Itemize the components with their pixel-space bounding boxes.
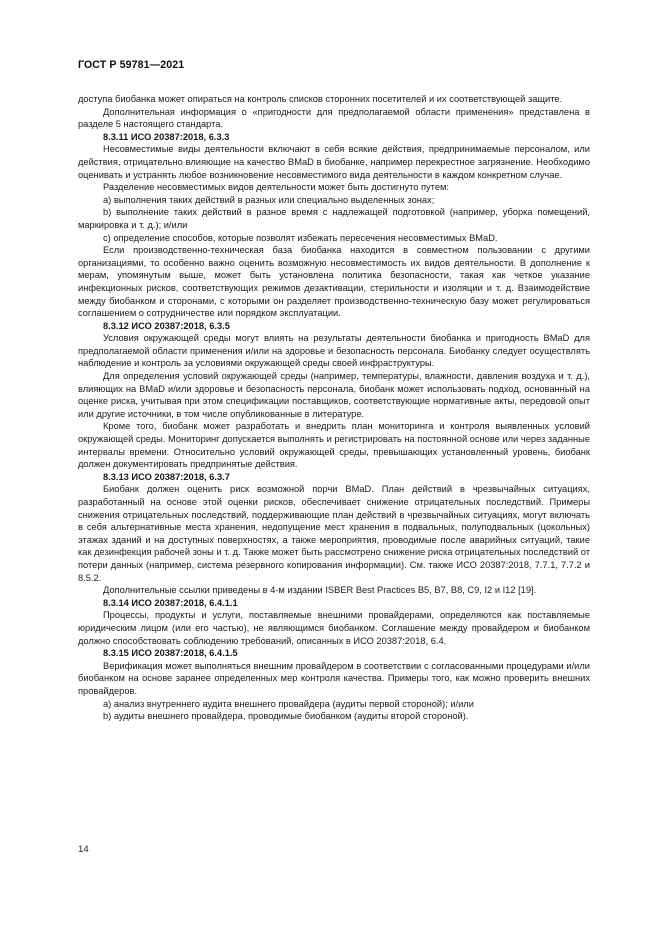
- document-header: ГОСТ Р 59781—2021: [78, 59, 185, 71]
- page-number: 14: [78, 844, 89, 855]
- paragraph: Если производственно-техническая база биобанка находится в совместном пользовании с другими организациями, то особенно важно оценить возможную несовместимость их видов деятельности. В дополнение к мерам, упомянутым выше, может быть установлена политика безопасности, такая как четкое указание инфекционных рисков, соответствующих режимов дезактивации, стерильности и изоляции и т. д. Взаимодействие между биобанком и сторонами, с которыми он разделяет производственно-техническую базу может регулироваться соглашением о сотрудничестве или порядком эксплуатации.: [78, 245, 590, 319]
- paragraph: Верификация может выполняться внешним провайдером в соответствии с согласованными процедурами и/или биобанком на основе заранее определенных мер контроля качества. Примеры того, как можно проверить внешних провайдеров.: [78, 660, 590, 696]
- section-heading: 8.3.12 ИСО 20387:2018, 6.3.5: [103, 320, 230, 331]
- paragraph: Условия окружающей среды могут влиять на результаты деятельности биобанка и пригодность BMaD для предполагаемой области применения и/или на здоровье и безопасность персонала. Биобанку следует осуществлять наблюдение и контроль за условиями окружающей среды своей инфраструктуры.: [78, 333, 590, 369]
- paragraph: Процессы, продукты и услуги, поставляемые внешними провайдерами, определяются как поставляемые юридическим лицом (или его частью), не являющимся биобанком. Соглашение между провайдером и биобанком должно способствовать соблюдению требований, описанных в ИСО 20387:2018, 6.4.: [78, 610, 590, 646]
- list-item: b) выполнение таких действий в разное время с надлежащей подготовкой (например, уборка помещений, маркировка и т. д.); и/или: [78, 207, 590, 230]
- list-item: b) аудиты внешнего провайдера, проводимые биобанком (аудиты второй стороной).: [103, 711, 469, 722]
- section-heading: 8.3.15 ИСО 20387:2018, 6.4.1.5: [103, 648, 238, 659]
- list-item: c) определение способов, которые позволят избежать пересечения несовместимых BMaD.: [103, 232, 498, 243]
- section-heading: 8.3.13 ИСО 20387:2018, 6.3.7: [103, 471, 230, 482]
- paragraph: Разделение несовместимых видов деятельности может быть достигнуто путем:: [103, 182, 449, 193]
- paragraph: Дополнительные ссылки приведены в 4-м издании ISBER Best Practices B5, B7, B8, C9, I2 и I12 [19].: [103, 585, 537, 596]
- list-item: а) анализ внутреннего аудита внешнего провайдера (аудиты первой стороной); и/или: [103, 698, 474, 709]
- paragraph: Дополнительная информация о «пригодности для предполагаемой области применения» представлена в разделе 5 настоящего стандарта.: [78, 106, 590, 130]
- document-body: [78, 93, 590, 723]
- list-item: а) выполнения таких действий в разных или специально выделенных зонах;: [103, 194, 435, 205]
- paragraph: доступа биобанка может опираться на контроль списков сторонних посетителей и их соответствующей защите.: [78, 94, 563, 104]
- paragraph: Несовместимые виды деятельности включают в себя всякие действия, предпринимаемые персоналом, или действия, отрицательно влияющие на качество BMaD в биобанке, например перекрестное загрязнение. Необходимо оценивать и устранять любое возникновение несовместимого вида деятельности в каждом конкретном случае.: [78, 144, 590, 180]
- section-heading: 8.3.11 ИСО 20387:2018, 6.3.3: [103, 131, 230, 142]
- paragraph: Биобанк должен оценить риск возможной порчи BMaD. План действий в чрезвычайных ситуациях, разработанный на основе этой оценки рисков, обеспечивает снижение отрицательных последствий. Примеры снижения отрицательных последствий, поддерживающие план действий в чрезвычайных ситуациях, могут включать в себя альтернативные места хранения, недопущение мест хранения в подвальных, полуподвальных (цокольных) этажах зданий и на доступных поверхностях, а также мероприятия, проводимые после аварийных ситуаций, такие как дезинфекция рабочей зоны и т. д. Также может быть рассмотрено снижение риска отрицательных последствий от потери данных (например, система резервного копирования информации). См. также ИСО 20387:2018, 7.7.1, 7.7.2 и 8.5.2.: [78, 484, 590, 583]
- section-heading: 8.3.14 ИСО 20387:2018, 6.4.1.1: [103, 597, 238, 608]
- paragraph: Кроме того, биобанк может разработать и внедрить план мониторинга и контроля выявленных условий окружающей среды. Мониторинг допускается выполнять и регистрировать на постоянной основе или через заданные интервалы времени. Относительно условий окружающей среды, превышающих установленный уровень, биобанк должен документировать предпринятые действия.: [78, 421, 590, 470]
- paragraph: Для определения условий окружающей среды (например, температуры, влажности, давления воздуха и т. д.), влияющих на BMaD и/или здоровье и безопасность персонала, биобанк может использовать подход, основанный на оценке риска, учитывая при этом спецификации поставщиков, соответствующие нормативные акты, передовой опыт или другие источники, в том числе опубликованные в литературе.: [78, 371, 590, 419]
